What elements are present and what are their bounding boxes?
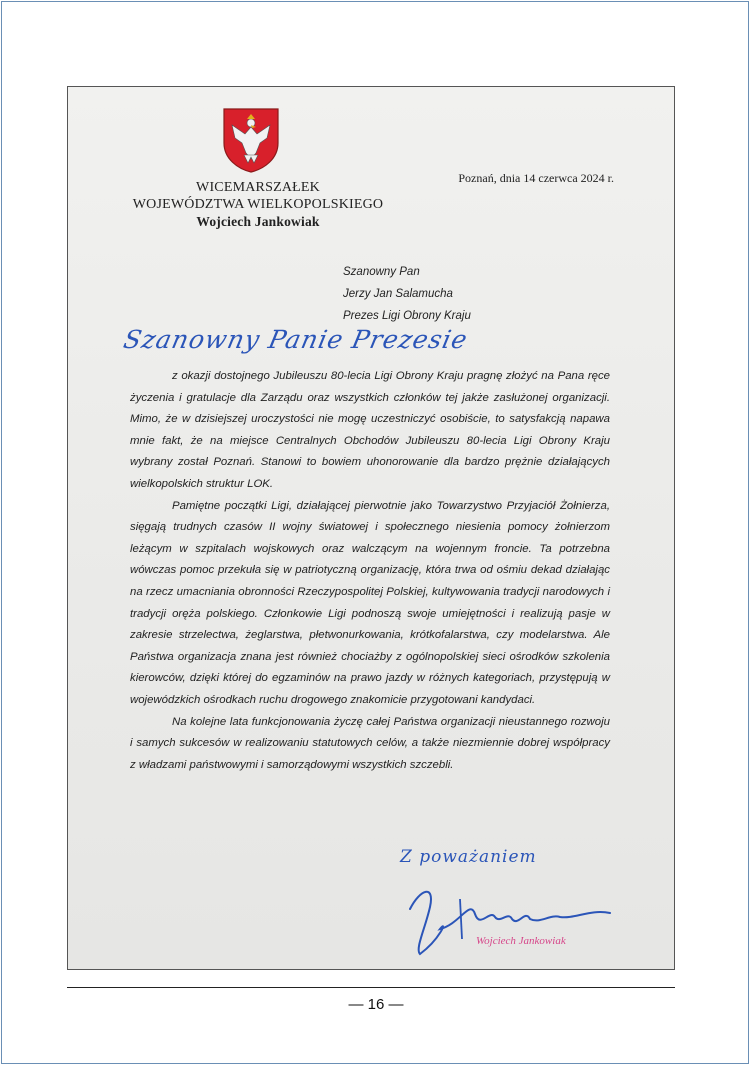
office-title-line1: WICEMARSZAŁEK — [196, 180, 320, 195]
letter-body — [130, 366, 610, 776]
handwritten-closing: Z poważaniem — [400, 847, 537, 867]
body-paragraph-2: Pamiętne początki Ligi, działającej pierwotnie jako Towarzystwo Przyjaciół Żołnierza, sięgają trudnych czasów II wojny światowej i społecznego niesienia pomocy żołnierzom leżącym w szpitalach wojskowych oraz walczącym na wojennym froncie. Ta potrzebna wówczas pomoc przekuła się w patriotyczną organizację, która trwa od ośmiu dekad działając na rzecz umacniania obronności Rzeczypospolitej Polskiej, kultywowania tradycji narodowych i tradycji oręża polskiego. Członkowie Ligi podnoszą swoje umiejętności i realizują pasje w zakresie strzelectwa, żeglarstwa, płetwonurkowania, krótkofalarstwa, czy modelarstwa. Ale Państwa organizacja znana jest również chociażby z ogólnopolskiej sieci ośrodków szkolenia kierowców, dzięki której do egzaminów na prawo jazdy w różnych kategoriach, przystępują w wojewódzkich ośrodkach ruchu drogowego znakomicie przygotowani kandydaci. — [130, 499, 610, 706]
recipient-line2: Jerzy Jan Salamucha — [343, 288, 453, 300]
footer-divider — [67, 987, 675, 988]
recipient-line1: Szanowny Pan — [343, 266, 420, 278]
letter-scan — [67, 86, 675, 970]
eagle-crest-icon — [222, 107, 280, 173]
recipient-block — [343, 261, 471, 327]
body-paragraph-3: Na kolejne lata funkcjonowania życzę całej Państwa organizacji nieustannego rozwoju i samych sukcesów w realizowaniu statutowych celów, a także niezmiennie dobrej współpracy z władzami państwowymi i samorządowymi wszystkich szczebli. — [130, 715, 610, 771]
official-name: Wojciech Jankowiak — [196, 214, 320, 229]
recipient-line3: Prezes Ligi Obrony Kraju — [343, 310, 471, 322]
handwritten-signature — [400, 879, 630, 959]
sender-office — [108, 179, 408, 230]
page-number: — 16 — — [348, 996, 404, 1013]
office-title-line2: WOJEWÓDZTWA WIELKOPOLSKIEGO — [132, 197, 384, 212]
body-paragraph-1: z okazji dostojnego Jubileuszu 80-lecia Ligi Obrony Kraju pragnę złożyć na Pana ręce życzenia i gratulacje dla Zarządu oraz wszystkich członków tej jakże zasłużonej organizacji. Mimo, że w dzisiejszej uroczystości nie mogę uczestniczyć osobiście, to satysfakcją napawa mnie fakt, że na miejsce Centralnych Obchodów Jubileuszu 80-lecia Ligi Obrony Kraju wybrany został Poznań. Stanowi to bowiem uhonorowanie dla bardzo prężnie działających wielkopolskich struktur LOK. — [130, 370, 610, 490]
signer-name: Wojciech Jankowiak — [476, 935, 566, 947]
letter-date: Poznań, dnia 14 czerwca 2024 r. — [458, 171, 614, 185]
handwritten-salutation: Szanowny Panie Prezesie — [120, 325, 471, 354]
